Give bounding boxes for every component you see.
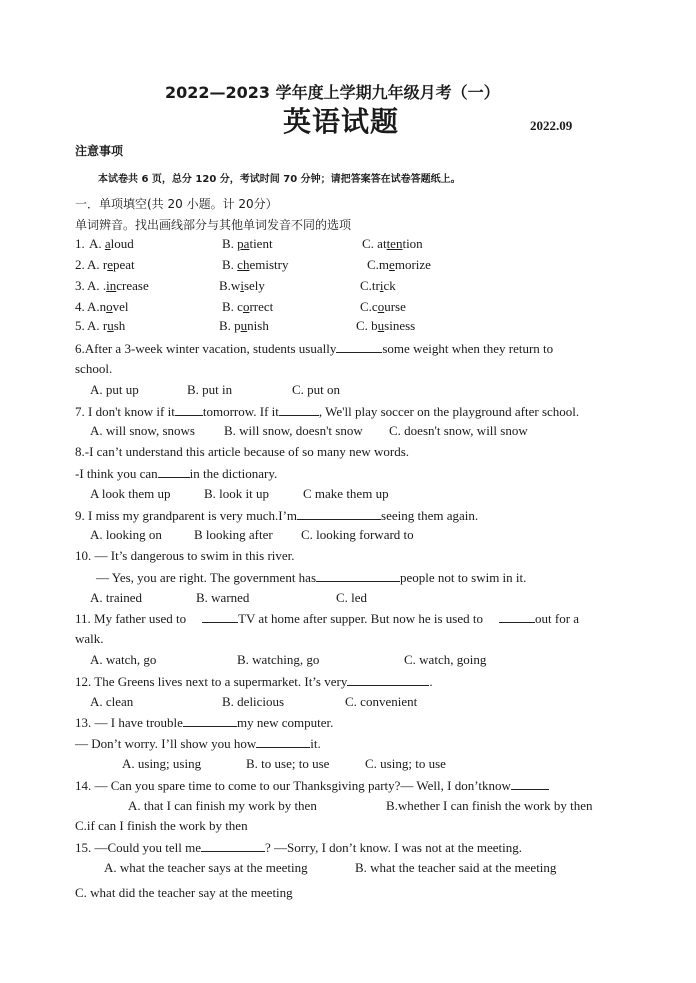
option-b: B. what the teacher said at the meeting [355,860,557,875]
question-7: 7. I don't know if it tomorrow. If it , We'll play soccer on the playground after school. [75,404,580,419]
pron-option-c: C. business [356,318,416,333]
question-8-reply: -I think you can in the dictionary. [75,466,278,481]
pron-number: 2. [75,257,85,272]
question-13: 13. — I have trouble my new computer. [75,715,334,730]
pron-option-a: A. aloud [89,236,134,251]
answer-blank[interactable] [256,735,310,748]
answer-blank[interactable] [316,569,400,582]
section-instruction: 单词辨音。找出画线部分与其他单词发音不同的选项 [75,218,352,232]
option-c: C. led [336,590,368,605]
section-heading: 一．单项填空(共 20 小题。计 20分） [75,197,278,211]
option-b: B.whether I can finish the work by then [386,798,593,813]
option-c: C. watch, going [404,652,487,667]
pron-option-c: C.course [360,299,406,314]
question-14: 14. — Can you spare time to come to our Thanksgiving party?— Well, I don’tknow [75,777,549,794]
option-b: B. watching, go [237,652,320,667]
question-10: 10. — It’s dangerous to swim in this river. [75,548,295,563]
question-15: 15. —Could you tell me ? —Sorry, I don’t know. I was not at the meeting. [75,840,522,855]
pron-option-a: A. .increase [87,278,149,293]
pron-option-c: C. attention [362,236,423,251]
pron-number: 4. [75,299,85,314]
question-9: 9. I miss my grandparent is very much.I’m seeing them again. [75,508,479,523]
pron-option-b: B. patient [222,236,273,251]
question-13-reply: — Don’t worry. I’ll show you how it. [75,736,321,751]
answer-blank[interactable] [297,507,381,520]
option-b: B. delicious [222,694,285,709]
question-6-cont: school. [75,361,113,376]
pron-option-a: A. rush [87,318,126,333]
answer-blank[interactable] [183,714,237,727]
question-6: 6.After a 3-week winter vacation, students usually some weight when they return to [75,341,554,356]
pron-option-c: C.memorize [367,257,431,272]
answer-blank[interactable] [175,403,203,416]
pron-option-b: B. chemistry [222,257,289,272]
option-a: A. put up [90,382,139,397]
answer-blank[interactable] [202,610,238,623]
option-c: C. using; to use [365,756,446,771]
answer-blank[interactable] [347,673,429,686]
question-10-reply: — Yes, you are right. The government has people not to swim in it. [96,570,527,585]
answer-blank[interactable] [279,403,319,416]
option-c: C.if can I finish the work by then [75,818,248,833]
question-11: 11. My father used to TV at home after supper. But now he is used to out for a [75,611,580,626]
pron-option-c: C.trick [360,278,396,293]
exam-title: 英语试题 [283,105,400,138]
option-b: B. warned [196,590,250,605]
option-b: B. will snow, doesn't snow [224,423,363,438]
option-b: B. put in [187,382,233,397]
pron-number: 5. [75,318,85,333]
option-a: A look them up [90,486,171,501]
question-8: 8.-I can’t understand this article because of so many new words. [75,444,410,459]
option-a: A. what the teacher says at the meeting [104,860,308,875]
option-b: B. to use; to use [246,756,330,771]
option-a: A. looking on [90,527,162,542]
option-c: C. looking forward to [301,527,414,542]
pron-option-a: A. repeat [87,257,135,272]
exam-date: 2022.09 [530,118,573,133]
pron-number: 3. [75,278,85,293]
answer-blank[interactable] [511,777,549,790]
option-a: A. watch, go [90,652,157,667]
notice-text: 本试卷共 6 页，总分 120 分，考试时间 70 分钟；请把答案答在试卷答题纸上。 [98,174,461,185]
pron-number: 1. [75,236,85,251]
answer-blank[interactable] [201,839,265,852]
pron-option-a: A.novel [87,299,129,314]
option-b: B looking after [194,527,273,542]
option-a: A. using; using [122,756,202,771]
option-c: C. put on [292,382,341,397]
option-a: A. that I can finish my work by then [128,798,317,813]
option-c: C. what did the teacher say at the meeting [75,885,293,900]
answer-blank[interactable] [158,465,190,478]
notice-heading: 注意事项 [75,144,124,158]
exam-subtitle: 2022—2023 学年度上学期九年级月考（一） [165,83,500,102]
answer-blank[interactable] [336,340,382,353]
option-a: A. clean [90,694,134,709]
option-c: C. convenient [345,694,418,709]
pron-option-b: B. punish [219,318,269,333]
answer-blank[interactable] [499,610,535,623]
question-12: 12. The Greens lives next to a supermarket. It’s very . [75,674,433,689]
option-a: A. will snow, snows [90,423,195,438]
pron-option-b: B.wisely [219,278,265,293]
question-11-cont: walk. [75,631,104,646]
option-a: A. trained [90,590,142,605]
pron-option-b: B. correct [222,299,274,314]
option-c: C make them up [303,486,389,501]
option-b: B. look it up [204,486,270,501]
option-c: C. doesn't snow, will snow [389,423,528,438]
